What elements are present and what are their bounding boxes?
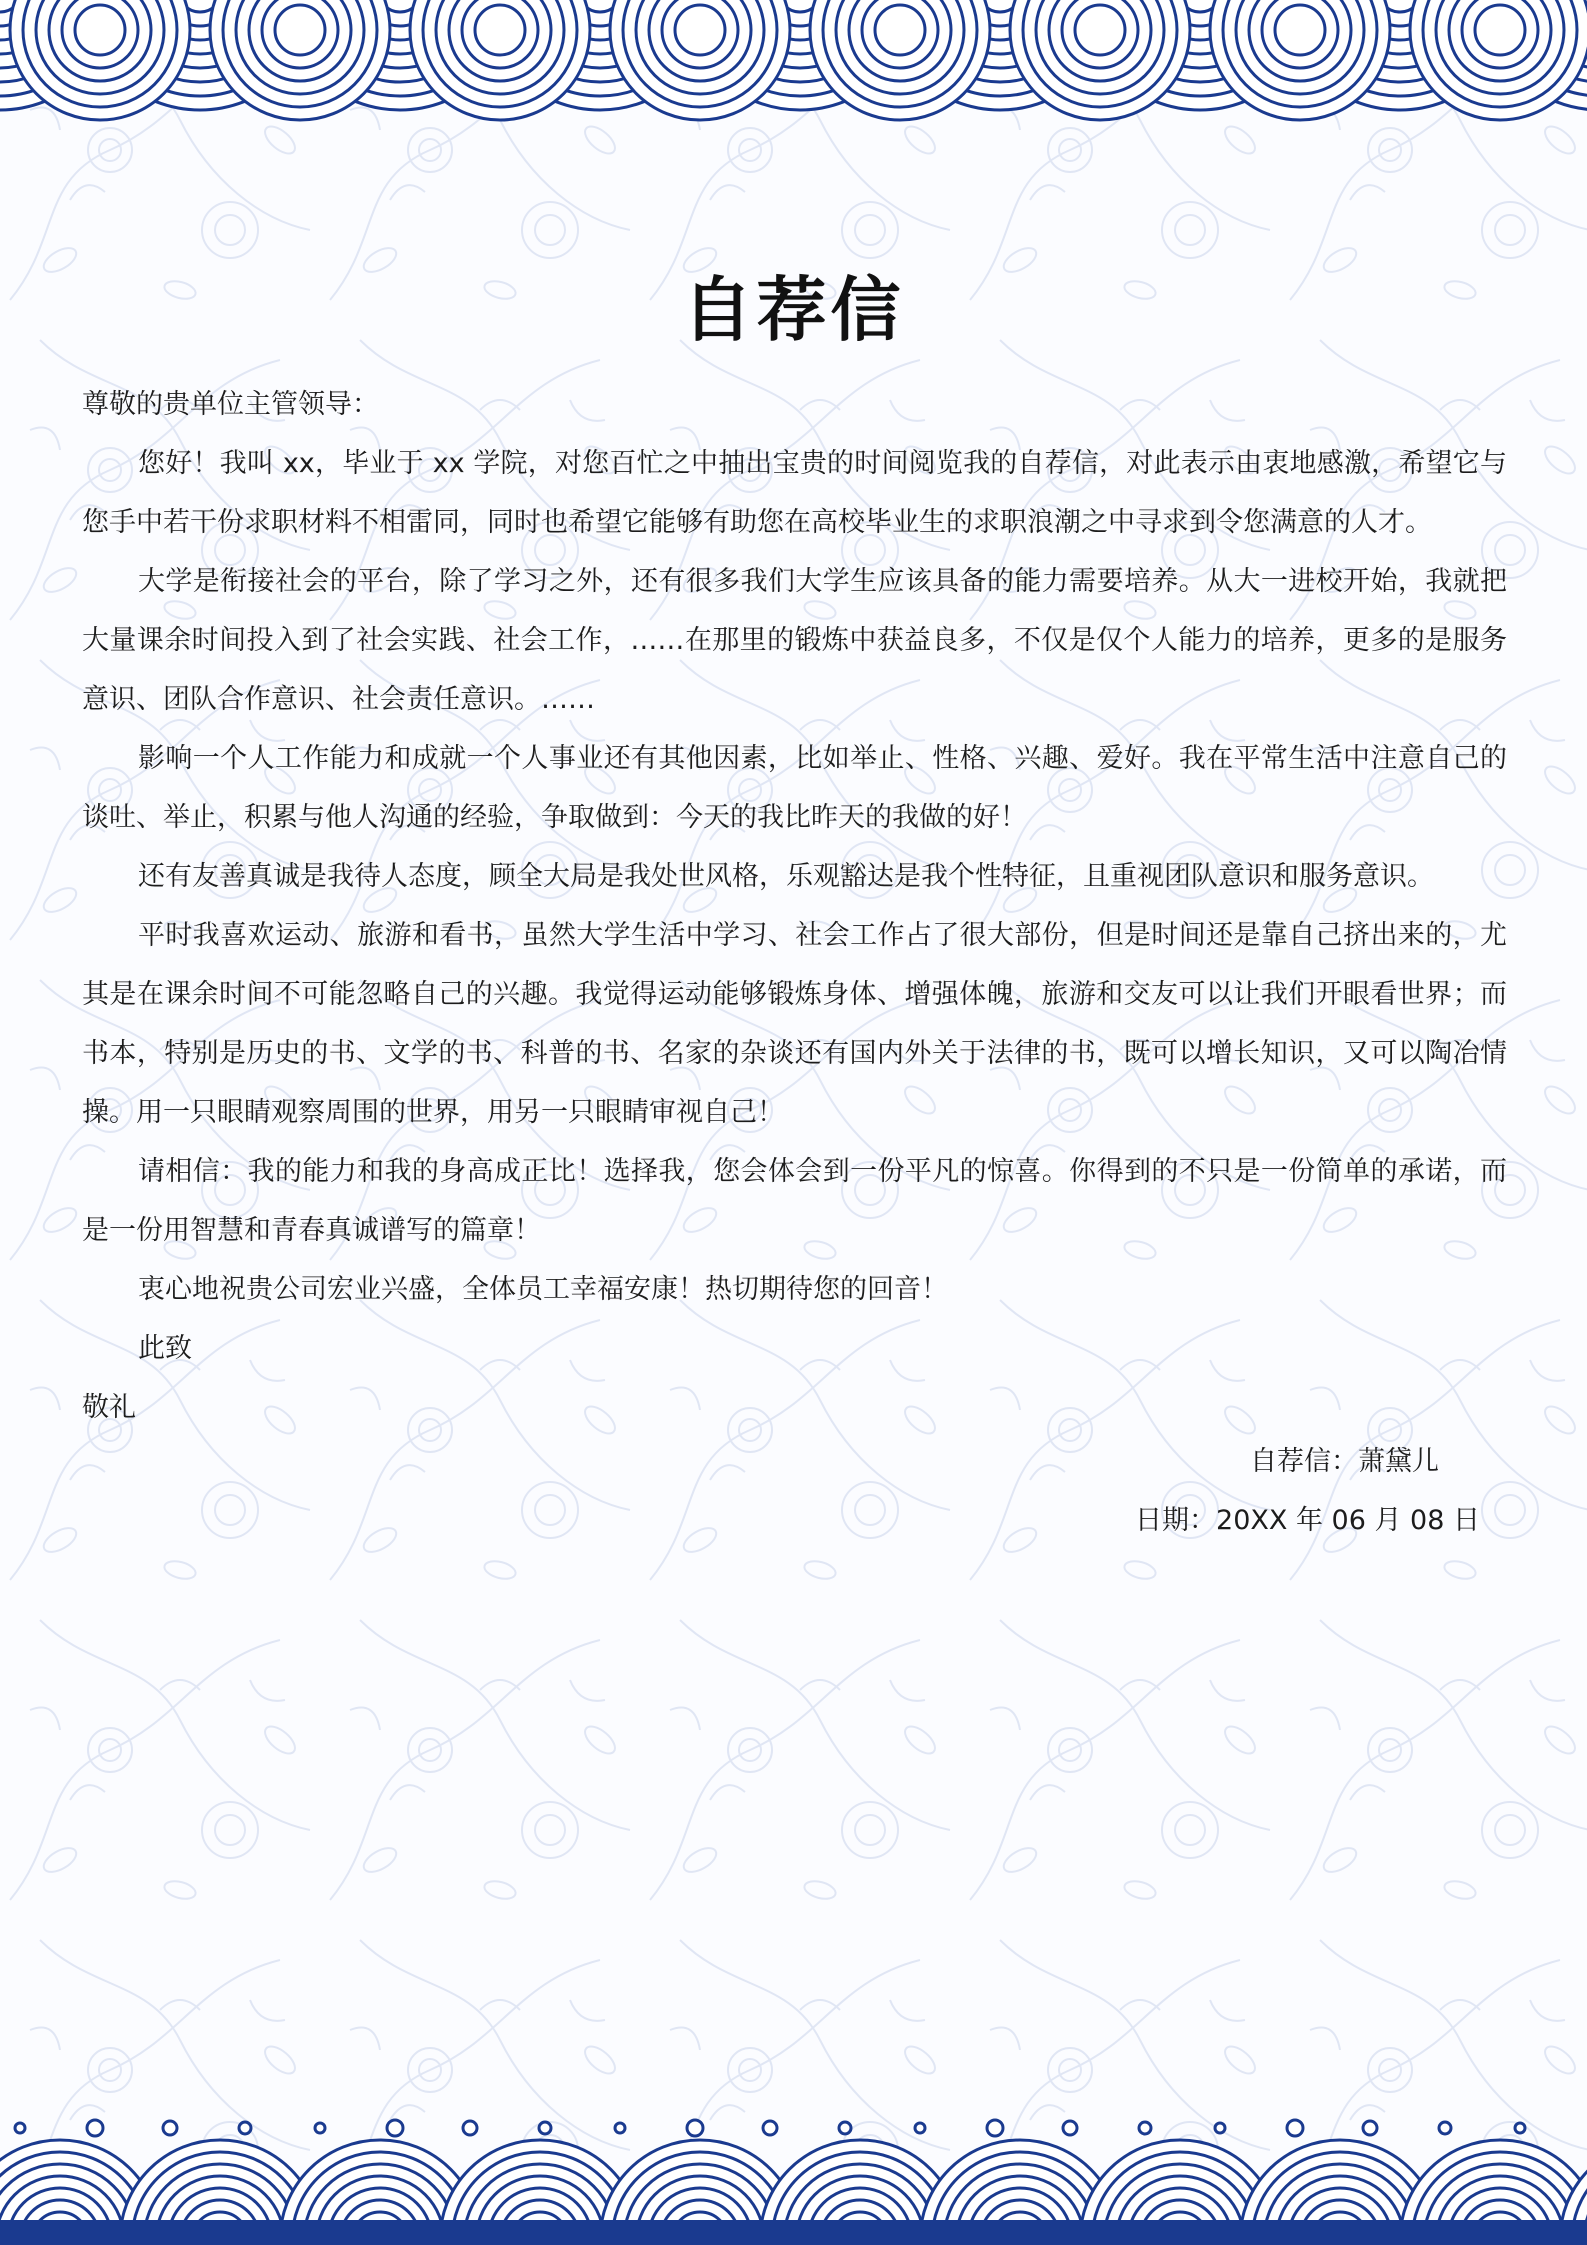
bottom-foam-bubble — [463, 2121, 477, 2135]
bottom-foam-bubble — [1439, 2122, 1451, 2134]
top-wave-border-icon — [0, 0, 1587, 150]
bottom-foam-bubble — [1515, 2123, 1525, 2133]
paragraph-5: 平时我喜欢运动、旅游和看书，虽然大学生活中学习、社会工作占了很大部份，但是时间还是靠自己挤出来的，尤其是在课余时间不可能忽略自己的兴趣。我觉得运动能够锻炼身体、增强体魄，旅游和交友可以让我们开眼看世界；而书本，特别是历史的书、文学的书、科普的书、名家的杂谈还有国内外关于法律的书，既可以增长知识，又可以陶冶情操。用一只眼睛观察周围的世界，用另一只眼睛审视自己！ — [82, 920, 1507, 1128]
bottom-foam-bubble — [315, 2123, 325, 2133]
bottom-foam-bubble — [163, 2121, 177, 2135]
date: 日期：20XX 年 06 月 08 日 — [1135, 1505, 1480, 1536]
page-title: 自荐信 — [682, 267, 905, 351]
bottom-foam-bubble — [839, 2122, 851, 2134]
top-cloud-arc — [275, 5, 325, 55]
bottom-foam-bubble — [87, 2120, 103, 2136]
top-cloud-arc — [475, 5, 525, 55]
bottom-foam-bubble — [1287, 2120, 1303, 2136]
bottom-foam-bubble — [915, 2123, 925, 2133]
bottom-foam-bubble — [239, 2122, 251, 2134]
bottom-foam-bubble — [539, 2122, 551, 2134]
bottom-foam-bubble — [615, 2123, 625, 2133]
paragraph-2: 大学是衔接社会的平台，除了学习之外，还有很多我们大学生应该具备的能力需要培养。从大一进校开始，我就把大量课余时间投入到了社会实践、社会工作，……在那里的锻炼中获益良多，不仅是仅个人能力的培养，更多的是服务意识、团队合作意识、社会责任意识。…… — [82, 566, 1507, 715]
top-cloud-arc — [75, 5, 125, 55]
letter-body — [82, 375, 1507, 1437]
paragraph-6: 请相信：我的能力和我的身高成正比！选择我，您会体会到一份平凡的惊喜。你得到的不只是一份简单的承诺，而是一份用智慧和青春真诚谱写的篇章！ — [82, 1156, 1507, 1246]
signature: 自荐信：萧黛儿 — [1250, 1446, 1440, 1477]
regards: 敬礼 — [82, 1392, 136, 1423]
bottom-foam-bubble — [387, 2120, 403, 2136]
signature-block — [1135, 1432, 1480, 1550]
top-cloud-arc — [875, 5, 925, 55]
top-cloud-arc — [675, 5, 725, 55]
bottom-wave-border-icon — [0, 2100, 1587, 2245]
bottom-foam-bubble — [1363, 2121, 1377, 2135]
bottom-foam-bubble — [987, 2120, 1003, 2136]
salutation: 尊敬的贵单位主管领导： — [82, 389, 379, 420]
top-cloud-arc — [1475, 5, 1525, 55]
paragraph-4: 还有友善真诚是我待人态度，顾全大局是我处世风格，乐观豁达是我个性特征，且重视团队意识和服务意识。 — [138, 861, 1434, 892]
paragraph-7: 衷心地祝贵公司宏业兴盛，全体员工幸福安康！热切期待您的回音！ — [138, 1274, 948, 1305]
closing: 此致 — [138, 1333, 192, 1364]
bottom-foam-bubble — [1063, 2121, 1077, 2135]
top-cloud-arc — [1275, 5, 1325, 55]
paragraph-1: 您好！我叫 xx，毕业于 xx 学院，对您百忙之中抽出宝贵的时间阅览我的自荐信，对此表示由衷地感激，希望它与您手中若干份求职材料不相雷同，同时也希望它能够有助您在高校毕业生的求职浪潮之中寻求到令您满意的人才。 — [82, 448, 1507, 538]
paragraph-3: 影响一个人工作能力和成就一个人事业还有其他因素，比如举止、性格、兴趣、爱好。我在平常生活中注意自己的谈吐、举止，积累与他人沟通的经验，争取做到：今天的我比昨天的我做的好！ — [82, 743, 1507, 833]
top-cloud-arc — [1075, 5, 1125, 55]
bottom-foam-bubble — [15, 2123, 25, 2133]
bottom-foam-bubble — [687, 2120, 703, 2136]
bottom-foam-bubble — [763, 2121, 777, 2135]
bottom-foam-bubble — [1215, 2123, 1225, 2133]
bottom-foam-bubble — [1139, 2122, 1151, 2134]
